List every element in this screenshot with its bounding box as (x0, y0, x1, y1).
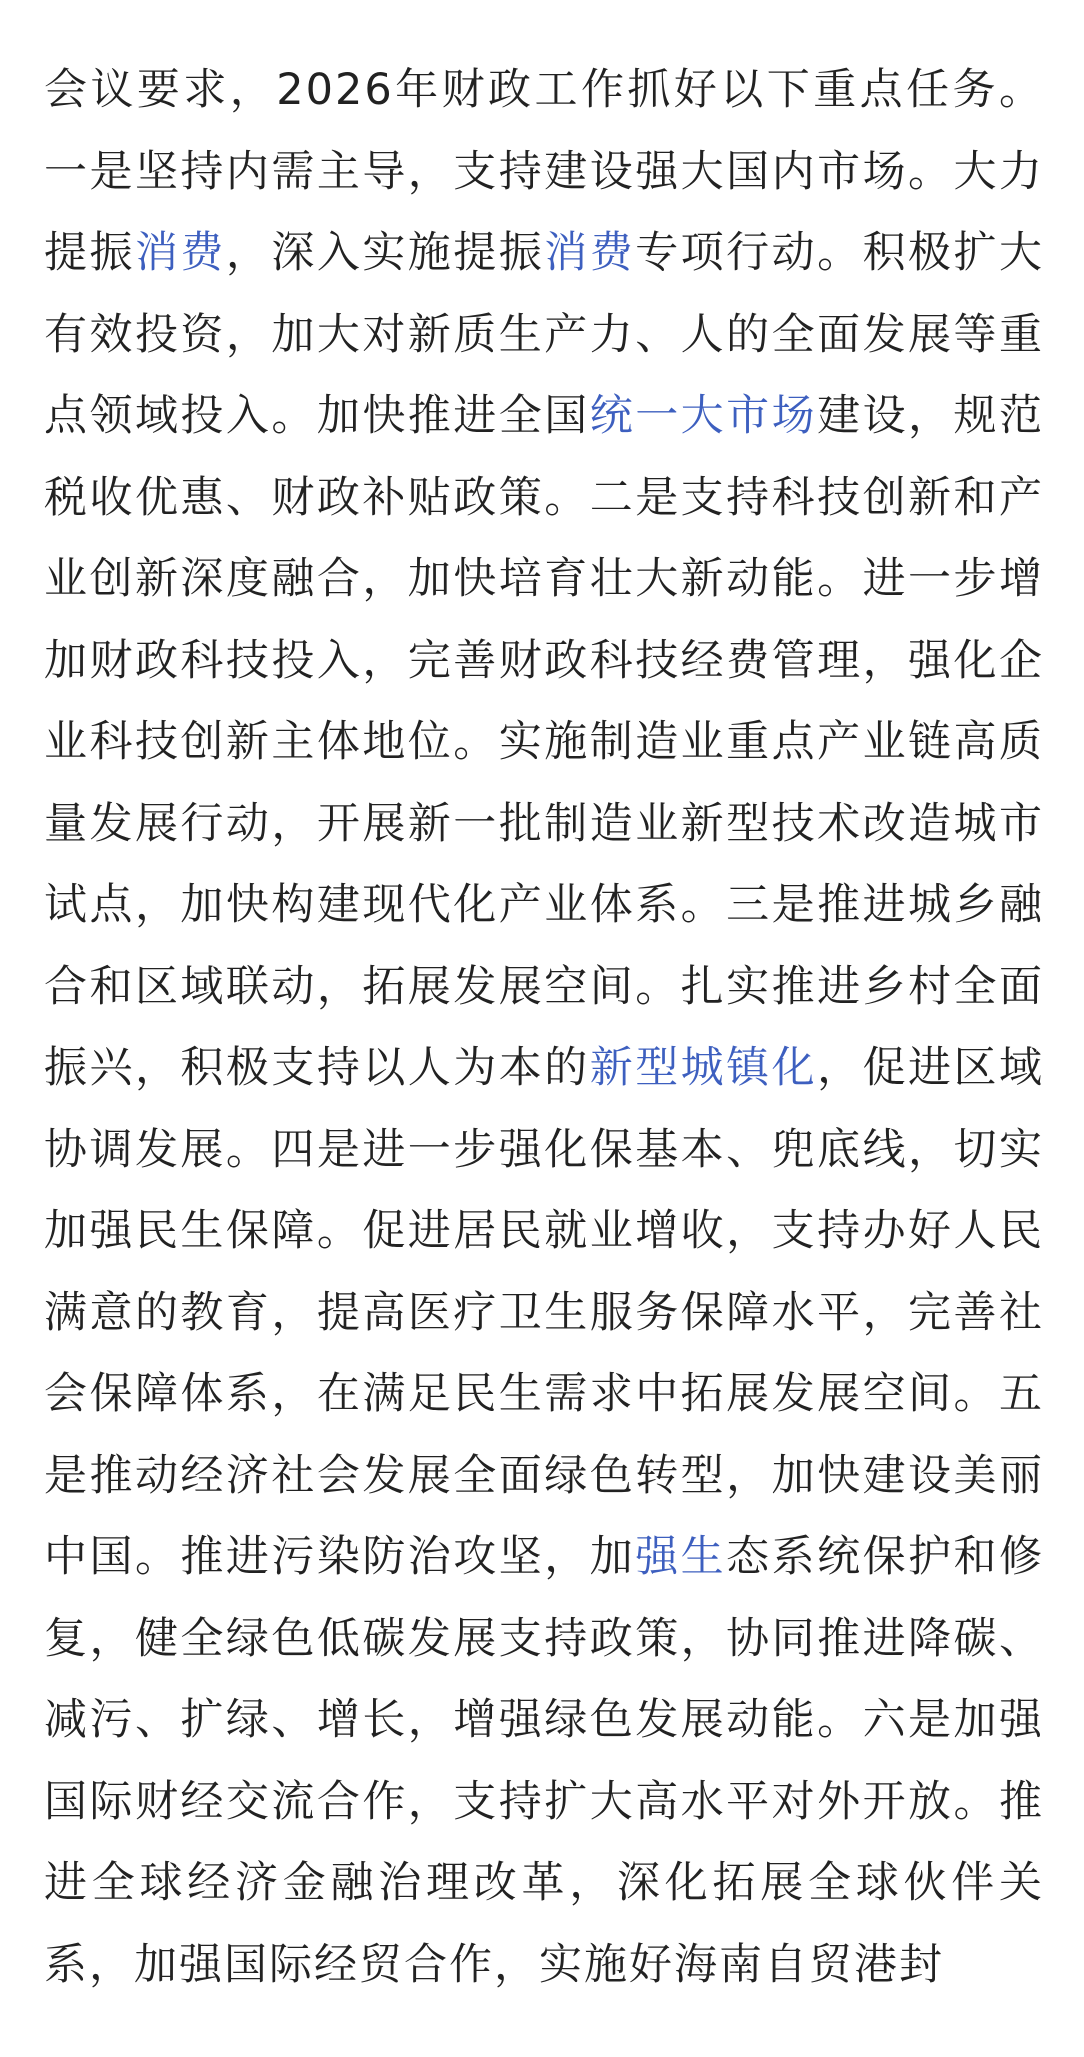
paragraph-text: 会议要求，2026年财政工作抓好以下重点任务。一是坚持内需主导，支持建设强大国内市场。大力提振 (44, 65, 1044, 278)
article-body (44, 50, 1044, 2006)
keyword-link-unified-market[interactable]: 统一大市场 (589, 391, 818, 441)
keyword-link-consumption-2[interactable]: 消费 (544, 228, 636, 278)
paragraph-text: ，促进区域协调发展。四是进一步强化保基本、兜底线，切实加强民生保障。促进居民就业增收，支持办好人民满意的教育，提高医疗卫生服务保障水平，完善社会保障体系，在满足民生需求中拓展发展空间。五是推动经济社会发展全面绿色转型，加快建设美丽中国。推进污染防治攻坚，加 (44, 1043, 1045, 1582)
paragraph-text: 专项行动。积极扩大有效投资，加大对新质生产力、人的全面发展等重点领域投入。加快推进全国 (44, 228, 1045, 441)
paragraph-text: ，深入实施提振 (225, 228, 545, 278)
paragraph-text: 建设，规范税收优惠、财政补贴政策。二是支持科技创新和产业创新深度融合，加快培育壮大新动能。进一步增加财政科技投入，完善财政科技经费管理，强化企业科技创新主体地位。实施制造业重点产业链高质量发展行动，开展新一批制造业新型技术改造城市试点，加快构建现代化产业体系。三是推进城乡融合和区域联动，拓展发展空间。扎实推进乡村全面振兴，积极支持以人为本的 (44, 391, 1045, 1093)
paragraph-text: 态系统保护和修复，健全绿色低碳发展支持政策，协同推进降碳、减污、扩绿、增长，增强绿色发展动能。六是加强国际财经交流合作，支持扩大高水平对外开放。推进全球经济金融治理改革，深化拓展全球伙伴关系，加强国际经贸合作，实施好海南自贸港封 (44, 1532, 1045, 1990)
keyword-link-new-urbanization[interactable]: 新型城镇化 (589, 1043, 818, 1093)
keyword-link-johnson[interactable]: 强生 (635, 1532, 727, 1582)
keyword-link-consumption[interactable]: 消费 (134, 228, 226, 278)
